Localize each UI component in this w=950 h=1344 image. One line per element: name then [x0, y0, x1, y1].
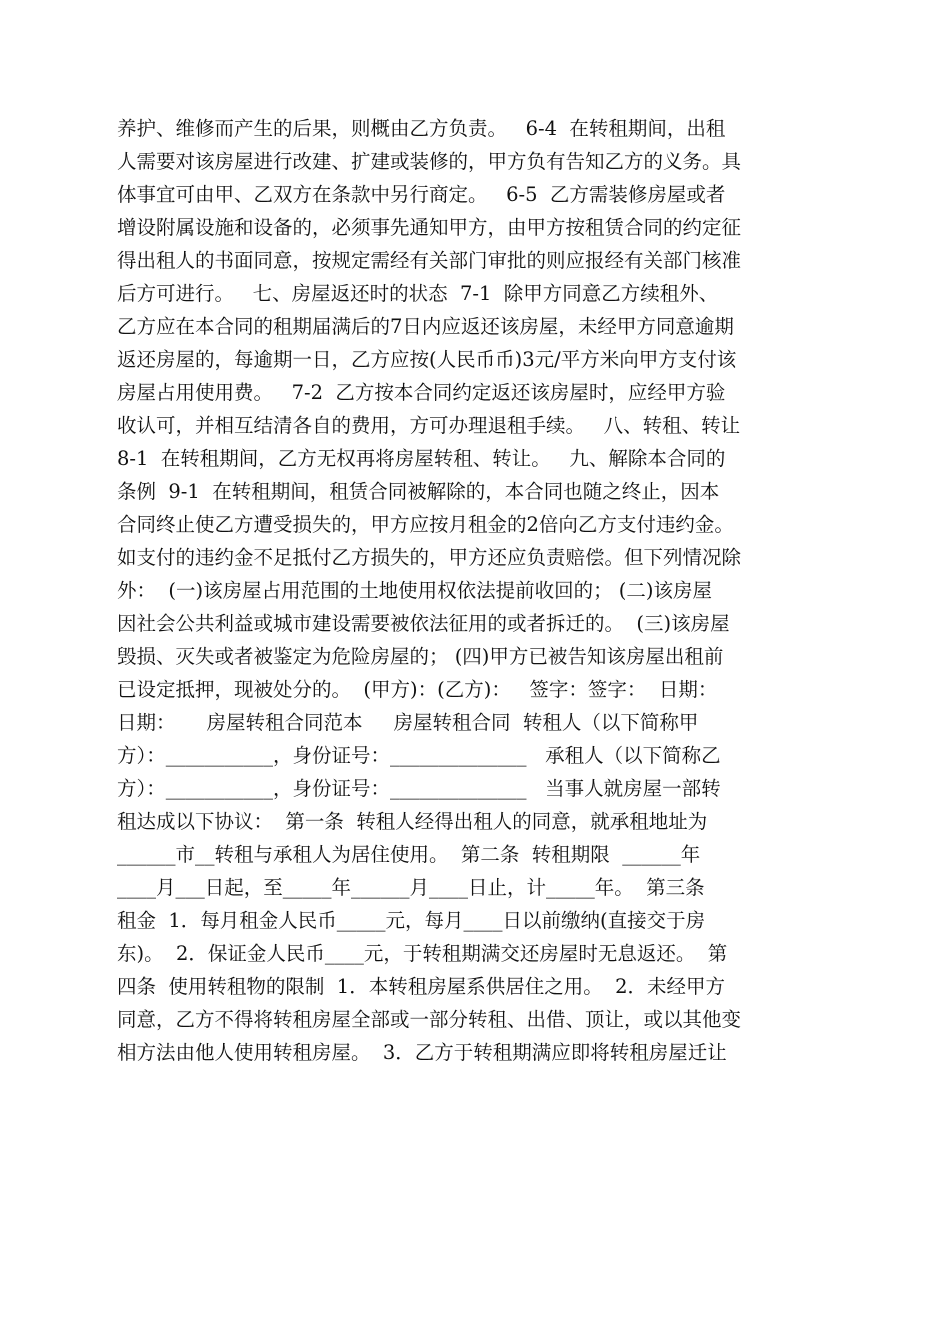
text-line: 返还房屋的，每逾期一日，乙方应按(人民币币)3元/平方米向甲方支付该 [117, 348, 737, 371]
text-line: 增设附属设施和设备的，必须事先通知甲方，由甲方按租赁合同的约定征 [117, 216, 742, 239]
text-line: 养护、维修而产生的后果，则概由乙方负责。 6-4 在转租期间，出租 [117, 117, 726, 140]
text-line: ______市__转租与承租人为居住使用。 第二条 转租期限 ______年 [117, 843, 701, 866]
text-line: 同意，乙方不得将转租房屋全部或一部分转租、出借、顶让，或以其他变 [117, 1008, 742, 1031]
text-line: 乙方应在本合同的租期届满后的7日内应返还该房屋，未经甲方同意逾期 [117, 315, 734, 338]
text-line: 条例 9-1 在转租期间，租赁合同被解除的，本合同也随之终止，因本 [117, 480, 720, 503]
text-line: 方）：___________，身份证号：______________ 承租人（以下简称乙 [117, 744, 721, 767]
text-line: 毁损、灭失或者被鉴定为危险房屋的； (四)甲方已被告知该房屋出租前 [117, 645, 724, 668]
text-line: ____月___日起，至_____年______月____日止，计_____年。 第三条 [117, 876, 705, 899]
text-line: 合同终止使乙方遭受损失的，甲方应按月租金的2倍向乙方支付违约金。 [117, 513, 734, 536]
text-line: 日期： 房屋转租合同范本 房屋转租合同 转租人（以下简称甲 [117, 711, 699, 734]
text-line: 房屋占用使用费。 7-2 乙方按本合同约定返还该房屋时，应经甲方验 [117, 381, 726, 404]
text-line: 方）：___________，身份证号：______________ 当事人就房屋一部转 [117, 777, 721, 800]
text-line: 东)。 2．保证金人民币____元，于转租期满交还房屋时无息返还。 第 [117, 942, 728, 965]
text-line: 租达成以下协议： 第一条 转租人经得出租人的同意，就承租地址为 [117, 810, 708, 833]
text-line: 得出租人的书面同意，按规定需经有关部门审批的则应报经有关部门核准 [117, 249, 742, 272]
text-line: 收认可，并相互结清各自的费用，方可办理退租手续。 八、转租、转让 [117, 414, 741, 437]
text-line: 如支付的违约金不足抵付乙方损失的，甲方还应负责赔偿。但下列情况除 [117, 546, 742, 569]
text-line: 相方法由他人使用转租房屋。 3．乙方于转租期满应即将转租房屋迁让 [117, 1041, 727, 1064]
text-line: 外： (一)该房屋占用范围的土地使用权依法提前收回的； (二)该房屋 [117, 579, 713, 602]
text-line: 后方可进行。 七、房屋返还时的状态 7-1 除甲方同意乙方续租外、 [117, 282, 719, 305]
text-line: 已设定抵押，现被处分的。 (甲方)：(乙方)： 签字：签字： 日期： [117, 678, 718, 701]
text-line: 四条 使用转租物的限制 1．本转租房屋系供居住之用。 2．未经甲方 [117, 975, 726, 998]
text-line: 租金 1．每月租金人民币_____元，每月____日以前缴纳(直接交于房 [117, 909, 706, 932]
text-line: 体事宜可由甲、乙双方在条款中另行商定。 6-5 乙方需装修房屋或者 [117, 183, 726, 206]
text-line: 8-1 在转租期间，乙方无权再将房屋转租、转让。 九、解除本合同的 [117, 447, 726, 470]
contract-body-text [117, 112, 857, 1069]
text-line: 因社会公共利益或城市建设需要被依法征用的或者拆迁的。 (三)该房屋 [117, 612, 730, 635]
text-line: 人需要对该房屋进行改建、扩建或装修的，甲方负有告知乙方的义务。具 [117, 150, 742, 173]
